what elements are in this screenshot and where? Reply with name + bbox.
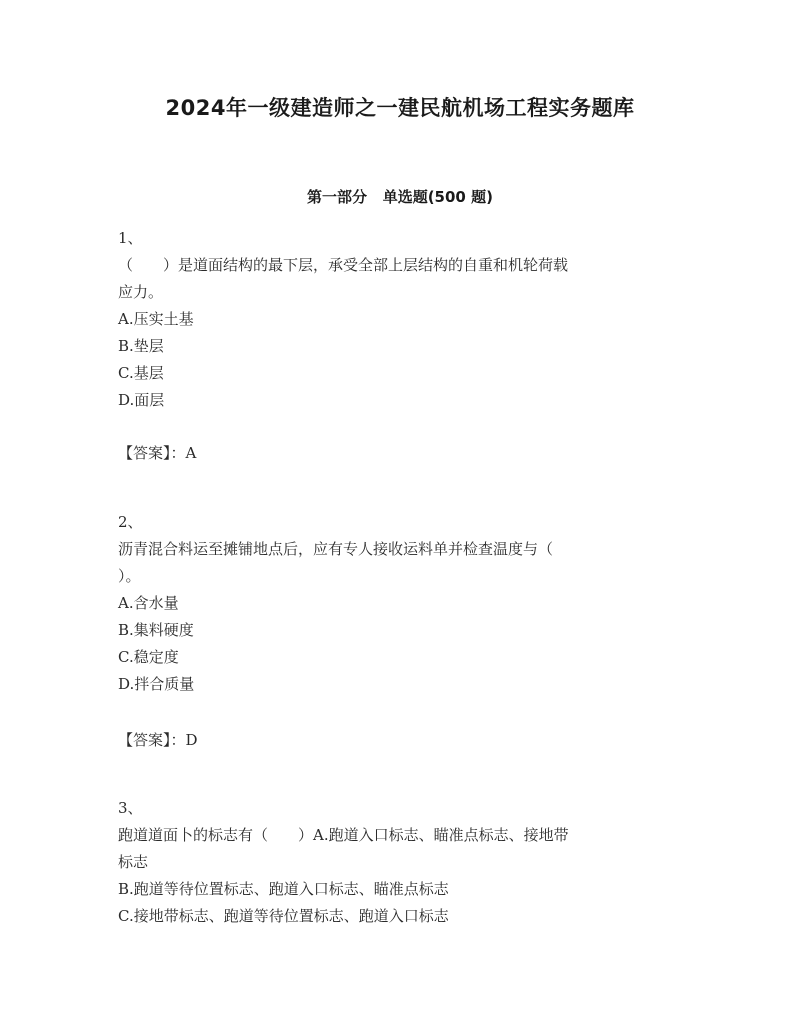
option-b: B.垫层 (118, 337, 164, 355)
question-1 (118, 225, 678, 414)
option-d: D.拌合质量 (118, 675, 195, 693)
answer-1: 【答案】：A (118, 444, 197, 462)
question-number: 3、 (118, 799, 143, 817)
option-c: C.稳定度 (118, 648, 179, 666)
option-b: B.跑道等待位置标志、跑道入口标志、瞄准点标志 (118, 880, 449, 898)
document-title: 2024年一级建造师之一建民航机场工程实务题库 (165, 96, 635, 120)
question-stem-line: （ ）是道面结构的最下层，承受全部上层结构的自重和机轮荷载 (118, 256, 569, 274)
option-d: D.面层 (118, 391, 165, 409)
option-a: A.含水量 (118, 594, 179, 612)
question-stem-line: 跑道道面卜的标志有（ ）A.跑道入口标志、瞄准点标志、接地带 (118, 826, 569, 844)
question-stem-line: ）。 (118, 567, 141, 585)
option-c: C.接地带标志、跑道等待位置标志、跑道入口标志 (118, 907, 449, 925)
answer-2: 【答案】：D (118, 731, 198, 749)
option-b: B.集料硬度 (118, 621, 194, 639)
question-stem-line: 沥青混合料运至摊铺地点后，应有专人接收运料单并检查温度与（ (118, 540, 554, 558)
question-stem-line: 应力。 (118, 283, 164, 301)
question-number: 1、 (118, 229, 143, 247)
question-number: 2、 (118, 513, 143, 531)
option-c: C.基层 (118, 364, 164, 382)
section-title: 第一部分 单选题(500 题) (307, 188, 493, 206)
question-3 (118, 795, 678, 930)
question-stem-line: 标志 (118, 853, 149, 871)
question-2 (118, 509, 678, 698)
option-a: A.压实土基 (118, 310, 194, 328)
